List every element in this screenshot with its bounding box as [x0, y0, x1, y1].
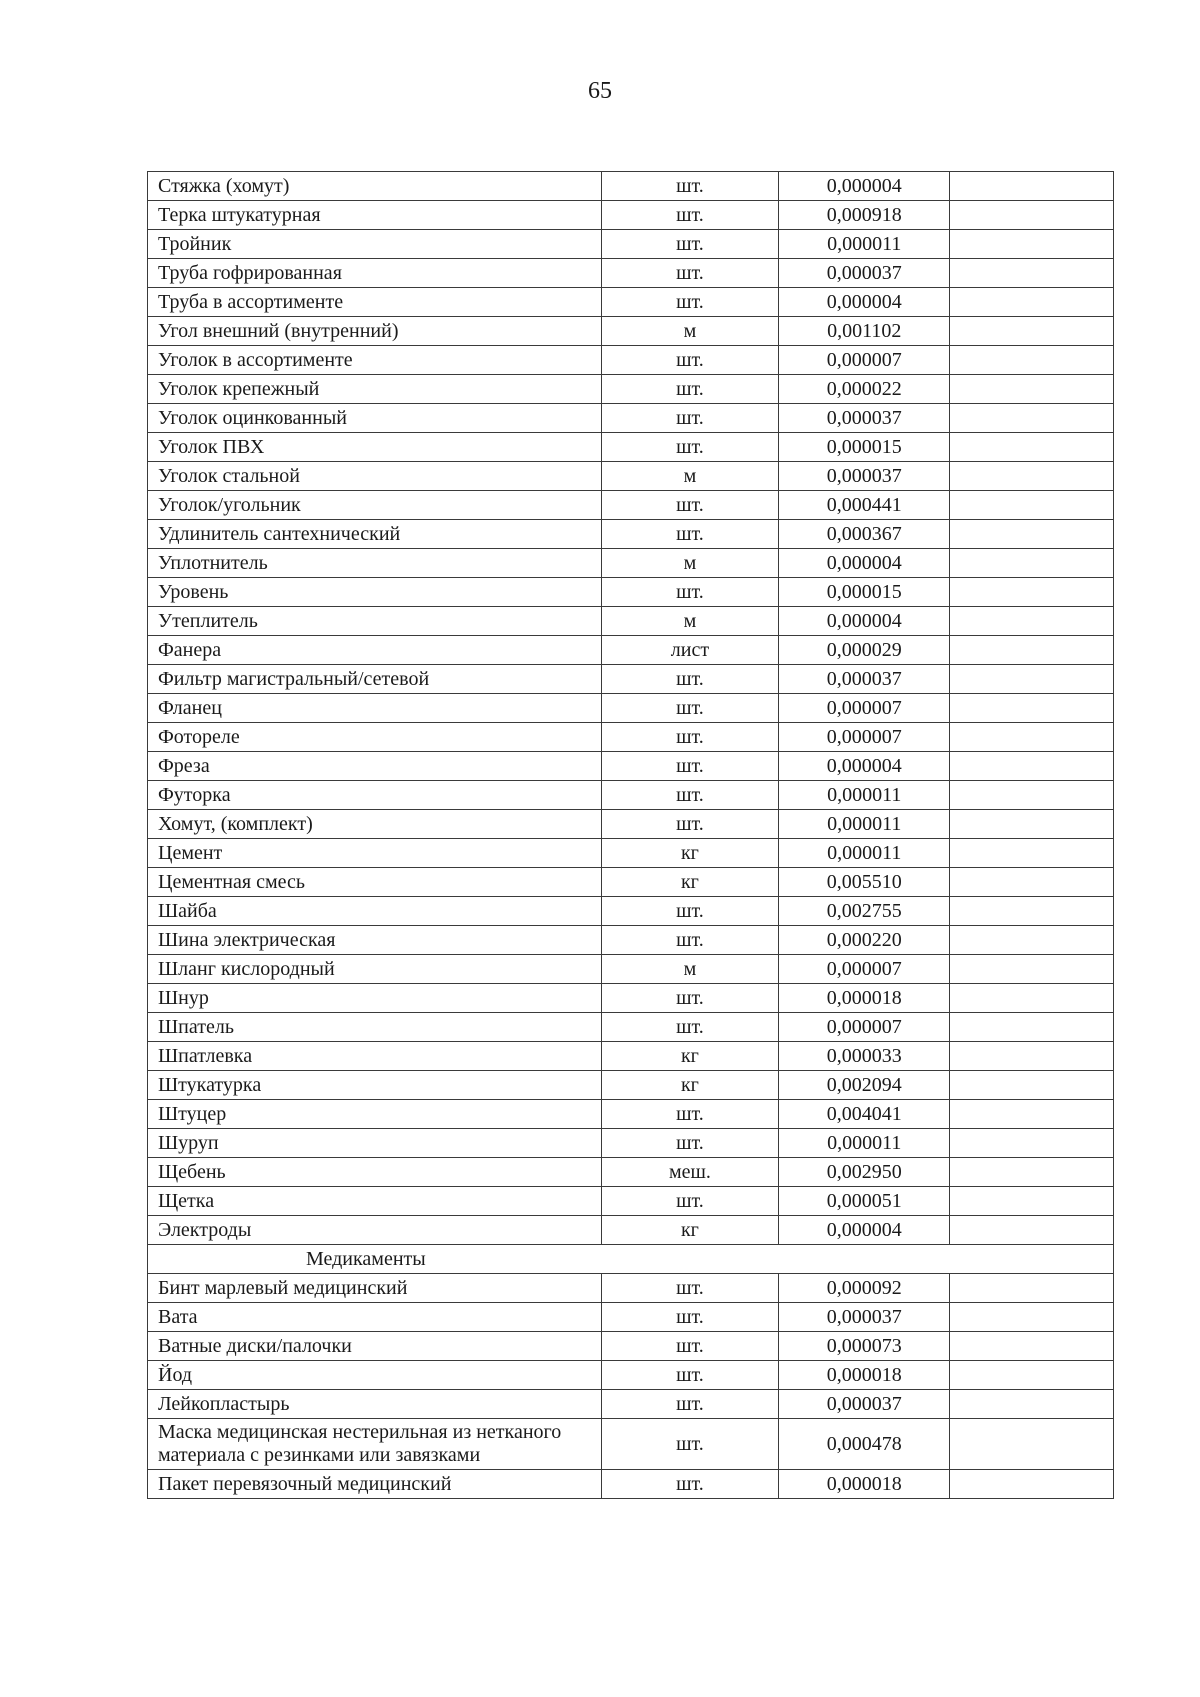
item-name: Шпатлевка — [148, 1042, 602, 1071]
item-extra-cell — [950, 752, 1114, 781]
item-coefficient: 0,000037 — [779, 1303, 950, 1332]
item-name: Шланг кислородный — [148, 955, 602, 984]
item-unit: шт. — [601, 1303, 779, 1332]
item-unit: шт. — [601, 288, 779, 317]
item-extra-cell — [950, 839, 1114, 868]
item-extra-cell — [950, 1274, 1114, 1303]
item-extra-cell — [950, 230, 1114, 259]
table-row — [148, 549, 1114, 578]
item-unit: шт. — [601, 1100, 779, 1129]
table-row — [148, 665, 1114, 694]
item-name: Фланец — [148, 694, 602, 723]
item-unit: шт. — [601, 491, 779, 520]
item-coefficient: 0,000018 — [779, 984, 950, 1013]
item-unit: кг — [601, 1216, 779, 1245]
item-coefficient: 0,000011 — [779, 810, 950, 839]
item-coefficient: 0,000004 — [779, 607, 950, 636]
table-row — [148, 433, 1114, 462]
item-extra-cell — [950, 1129, 1114, 1158]
table-row — [148, 1361, 1114, 1390]
item-extra-cell — [950, 520, 1114, 549]
table-row — [148, 839, 1114, 868]
item-coefficient: 0,000441 — [779, 491, 950, 520]
table-row — [148, 520, 1114, 549]
item-coefficient: 0,000011 — [779, 781, 950, 810]
item-coefficient: 0,002755 — [779, 897, 950, 926]
item-name: Уголок ПВХ — [148, 433, 602, 462]
item-extra-cell — [950, 549, 1114, 578]
item-extra-cell — [950, 810, 1114, 839]
item-name: Уголок в ассортименте — [148, 346, 602, 375]
item-unit: шт. — [601, 520, 779, 549]
table-row — [148, 317, 1114, 346]
item-name: Уголок крепежный — [148, 375, 602, 404]
table-row — [148, 1129, 1114, 1158]
item-unit: шт. — [601, 781, 779, 810]
item-name: Терка штукатурная — [148, 201, 602, 230]
table-row — [148, 201, 1114, 230]
item-name: Стяжка (хомут) — [148, 172, 602, 201]
table-row — [148, 868, 1114, 897]
item-unit: шт. — [601, 810, 779, 839]
item-name: Щетка — [148, 1187, 602, 1216]
item-coefficient: 0,000011 — [779, 1129, 950, 1158]
table-row — [148, 230, 1114, 259]
item-unit: шт. — [601, 1187, 779, 1216]
item-name: Уровень — [148, 578, 602, 607]
item-name: Шнур — [148, 984, 602, 1013]
item-unit: шт. — [601, 1013, 779, 1042]
item-coefficient: 0,000092 — [779, 1274, 950, 1303]
item-extra-cell — [950, 172, 1114, 201]
item-coefficient: 0,000051 — [779, 1187, 950, 1216]
table-row — [148, 578, 1114, 607]
item-extra-cell — [950, 1419, 1114, 1470]
item-extra-cell — [950, 375, 1114, 404]
item-coefficient: 0,001102 — [779, 317, 950, 346]
item-extra-cell — [950, 1303, 1114, 1332]
item-coefficient: 0,000011 — [779, 839, 950, 868]
item-coefficient: 0,005510 — [779, 868, 950, 897]
item-extra-cell — [950, 926, 1114, 955]
table-row — [148, 259, 1114, 288]
item-coefficient: 0,000007 — [779, 955, 950, 984]
item-unit: шт. — [601, 230, 779, 259]
item-extra-cell — [950, 433, 1114, 462]
item-name: Штуцер — [148, 1100, 602, 1129]
table-row — [148, 694, 1114, 723]
item-coefficient: 0,000007 — [779, 1013, 950, 1042]
item-name: Фреза — [148, 752, 602, 781]
item-unit: м — [601, 607, 779, 636]
item-unit: шт. — [601, 665, 779, 694]
table-row — [148, 346, 1114, 375]
item-unit: шт. — [601, 578, 779, 607]
item-name: Тройник — [148, 230, 602, 259]
item-unit: шт. — [601, 433, 779, 462]
item-extra-cell — [950, 1216, 1114, 1245]
item-extra-cell — [950, 1470, 1114, 1499]
item-extra-cell — [950, 259, 1114, 288]
item-unit: шт. — [601, 201, 779, 230]
item-unit: шт. — [601, 926, 779, 955]
item-extra-cell — [950, 346, 1114, 375]
item-unit: шт. — [601, 897, 779, 926]
table-row — [148, 781, 1114, 810]
item-name: Шпатель — [148, 1013, 602, 1042]
item-extra-cell — [950, 694, 1114, 723]
item-unit: м — [601, 462, 779, 491]
item-unit: шт. — [601, 1470, 779, 1499]
item-coefficient: 0,000007 — [779, 723, 950, 752]
item-unit: шт. — [601, 1332, 779, 1361]
item-unit: шт. — [601, 1274, 779, 1303]
table-row — [148, 375, 1114, 404]
page-number: 65 — [588, 78, 612, 104]
item-extra-cell — [950, 317, 1114, 346]
item-coefficient: 0,000018 — [779, 1361, 950, 1390]
item-name: Бинт марлевый медицинский — [148, 1274, 602, 1303]
item-extra-cell — [950, 723, 1114, 752]
item-unit: кг — [601, 1042, 779, 1071]
item-name: Фильтр магистральный/сетевой — [148, 665, 602, 694]
item-extra-cell — [950, 607, 1114, 636]
item-extra-cell — [950, 462, 1114, 491]
item-coefficient: 0,000073 — [779, 1332, 950, 1361]
item-name: Ватные диски/палочки — [148, 1332, 602, 1361]
table-row — [148, 288, 1114, 317]
item-name: Удлинитель сантехнический — [148, 520, 602, 549]
table-row — [148, 1216, 1114, 1245]
item-extra-cell — [950, 868, 1114, 897]
table-row — [148, 1013, 1114, 1042]
item-extra-cell — [950, 955, 1114, 984]
item-extra-cell — [950, 781, 1114, 810]
item-coefficient: 0,000007 — [779, 694, 950, 723]
item-extra-cell — [950, 897, 1114, 926]
item-coefficient: 0,000004 — [779, 288, 950, 317]
item-name: Фанера — [148, 636, 602, 665]
item-name: Утеплитель — [148, 607, 602, 636]
item-unit: лист — [601, 636, 779, 665]
item-unit: м — [601, 955, 779, 984]
table-row — [148, 1187, 1114, 1216]
item-coefficient: 0,000011 — [779, 230, 950, 259]
item-coefficient: 0,000004 — [779, 549, 950, 578]
item-unit: шт. — [601, 1129, 779, 1158]
item-name: Цемент — [148, 839, 602, 868]
item-name: Щебень — [148, 1158, 602, 1187]
table-row — [148, 810, 1114, 839]
item-extra-cell — [950, 665, 1114, 694]
item-coefficient: 0,002094 — [779, 1071, 950, 1100]
section-row — [148, 1245, 1114, 1274]
item-unit: шт. — [601, 1361, 779, 1390]
item-extra-cell — [950, 636, 1114, 665]
item-name: Цементная смесь — [148, 868, 602, 897]
item-unit: кг — [601, 839, 779, 868]
table-row — [148, 1332, 1114, 1361]
item-unit: м — [601, 317, 779, 346]
item-unit: шт. — [601, 1390, 779, 1419]
item-coefficient: 0,000029 — [779, 636, 950, 665]
item-unit: кг — [601, 868, 779, 897]
item-name: Фотореле — [148, 723, 602, 752]
table-row — [148, 1274, 1114, 1303]
table-row — [148, 1419, 1114, 1470]
item-coefficient: 0,000037 — [779, 665, 950, 694]
item-coefficient: 0,000478 — [779, 1419, 950, 1470]
table-row — [148, 1042, 1114, 1071]
item-coefficient: 0,000918 — [779, 201, 950, 230]
item-coefficient: 0,002950 — [779, 1158, 950, 1187]
item-name: Уплотнитель — [148, 549, 602, 578]
section-title: Медикаменты — [148, 1245, 1114, 1274]
item-name: Футорка — [148, 781, 602, 810]
item-coefficient: 0,000015 — [779, 433, 950, 462]
item-extra-cell — [950, 1100, 1114, 1129]
item-unit: шт. — [601, 259, 779, 288]
table-row — [148, 607, 1114, 636]
item-extra-cell — [950, 1187, 1114, 1216]
item-name: Маска медицинская нестерильная из нетканого материала с резинками или завязками — [148, 1419, 602, 1470]
item-extra-cell — [950, 491, 1114, 520]
item-unit: шт. — [601, 1419, 779, 1470]
item-coefficient: 0,000015 — [779, 578, 950, 607]
item-name: Уголок стальной — [148, 462, 602, 491]
item-name: Труба гофрированная — [148, 259, 602, 288]
item-name: Уголок оцинкованный — [148, 404, 602, 433]
item-name: Электроды — [148, 1216, 602, 1245]
item-coefficient: 0,000022 — [779, 375, 950, 404]
item-extra-cell — [950, 288, 1114, 317]
table-row — [148, 1470, 1114, 1499]
item-unit: шт. — [601, 346, 779, 375]
item-unit: м — [601, 549, 779, 578]
item-unit: кг — [601, 1071, 779, 1100]
table-row — [148, 172, 1114, 201]
table-row — [148, 926, 1114, 955]
item-unit: шт. — [601, 723, 779, 752]
item-name: Штукатурка — [148, 1071, 602, 1100]
item-name: Йод — [148, 1361, 602, 1390]
item-name: Шина электрическая — [148, 926, 602, 955]
item-unit: шт. — [601, 375, 779, 404]
item-extra-cell — [950, 404, 1114, 433]
item-extra-cell — [950, 1013, 1114, 1042]
item-coefficient: 0,000007 — [779, 346, 950, 375]
table-row — [148, 1071, 1114, 1100]
item-coefficient: 0,000018 — [779, 1470, 950, 1499]
item-name: Труба в ассортименте — [148, 288, 602, 317]
items-table — [147, 171, 1114, 1499]
item-extra-cell — [950, 1361, 1114, 1390]
item-coefficient: 0,000037 — [779, 259, 950, 288]
table-row — [148, 897, 1114, 926]
table-row — [148, 404, 1114, 433]
item-name: Вата — [148, 1303, 602, 1332]
table-row — [148, 462, 1114, 491]
item-unit: шт. — [601, 984, 779, 1013]
item-name: Уголок/угольник — [148, 491, 602, 520]
item-name: Пакет перевязочный медицинский — [148, 1470, 602, 1499]
item-coefficient: 0,000037 — [779, 404, 950, 433]
item-coefficient: 0,000037 — [779, 1390, 950, 1419]
item-coefficient: 0,000367 — [779, 520, 950, 549]
table-row — [148, 491, 1114, 520]
item-unit: шт. — [601, 172, 779, 201]
table-row — [148, 984, 1114, 1013]
item-name: Хомут, (комплект) — [148, 810, 602, 839]
item-unit: шт. — [601, 404, 779, 433]
item-name: Угол внешний (внутренний) — [148, 317, 602, 346]
table-row — [148, 1100, 1114, 1129]
item-extra-cell — [950, 201, 1114, 230]
item-unit: меш. — [601, 1158, 779, 1187]
item-extra-cell — [950, 1158, 1114, 1187]
items-table-body — [148, 172, 1114, 1499]
item-coefficient: 0,000004 — [779, 1216, 950, 1245]
item-name: Шуруп — [148, 1129, 602, 1158]
item-extra-cell — [950, 984, 1114, 1013]
item-extra-cell — [950, 1332, 1114, 1361]
item-extra-cell — [950, 1390, 1114, 1419]
item-unit: шт. — [601, 752, 779, 781]
item-name: Лейкопластырь — [148, 1390, 602, 1419]
item-extra-cell — [950, 578, 1114, 607]
table-row — [148, 723, 1114, 752]
table-row — [148, 1158, 1114, 1187]
item-unit: шт. — [601, 694, 779, 723]
item-extra-cell — [950, 1071, 1114, 1100]
item-coefficient: 0,000033 — [779, 1042, 950, 1071]
item-extra-cell — [950, 1042, 1114, 1071]
table-row — [148, 636, 1114, 665]
table-row — [148, 752, 1114, 781]
item-coefficient: 0,000037 — [779, 462, 950, 491]
item-coefficient: 0,000004 — [779, 752, 950, 781]
item-coefficient: 0,000220 — [779, 926, 950, 955]
table-row — [148, 1303, 1114, 1332]
item-coefficient: 0,000004 — [779, 172, 950, 201]
table-row — [148, 1390, 1114, 1419]
item-name: Шайба — [148, 897, 602, 926]
item-coefficient: 0,004041 — [779, 1100, 950, 1129]
table-row — [148, 955, 1114, 984]
